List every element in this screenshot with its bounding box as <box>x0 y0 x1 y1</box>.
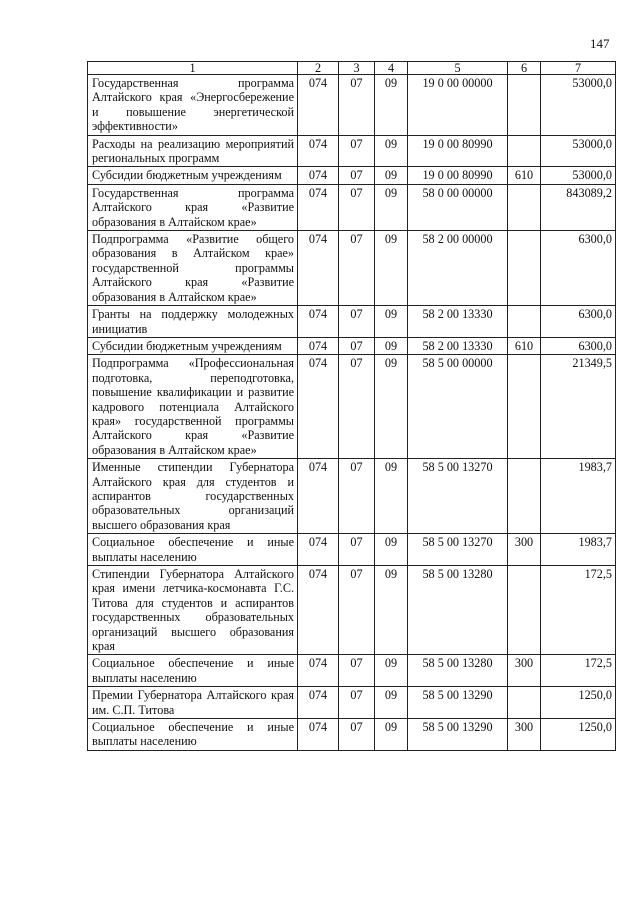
cell-target-article: 58 5 00 13280 <box>408 655 508 687</box>
cell-subsection-code: 09 <box>375 167 408 184</box>
cell-subsection-code: 09 <box>375 566 408 655</box>
table-row <box>88 167 616 184</box>
table-body <box>88 75 616 751</box>
table-row <box>88 719 616 751</box>
header-col-4: 4 <box>375 62 408 75</box>
cell-target-article: 58 5 00 13270 <box>408 459 508 534</box>
cell-ministry-code: 074 <box>298 75 339 136</box>
cell-expense-type: 300 <box>508 719 541 751</box>
header-col-1: 1 <box>88 62 298 75</box>
cell-expense-type: 300 <box>508 534 541 566</box>
table-header-row <box>88 62 616 75</box>
cell-amount: 172,5 <box>541 566 616 655</box>
cell-subsection-code: 09 <box>375 534 408 566</box>
cell-subsection-code: 09 <box>375 687 408 719</box>
cell-ministry-code: 074 <box>298 566 339 655</box>
cell-section-code: 07 <box>339 231 375 306</box>
table-row <box>88 337 616 354</box>
cell-ministry-code: 074 <box>298 687 339 719</box>
cell-expense-type <box>508 231 541 306</box>
cell-expense-type <box>508 135 541 167</box>
cell-target-article: 58 5 00 13290 <box>408 687 508 719</box>
cell-target-article: 58 5 00 00000 <box>408 355 508 459</box>
cell-subsection-code: 09 <box>375 306 408 338</box>
header-col-6: 6 <box>508 62 541 75</box>
cell-expense-type <box>508 184 541 230</box>
cell-expense-type: 610 <box>508 167 541 184</box>
cell-name: Подпрограмма «Развитие общего образования в Алтайском крае» государственной программы Алтайского края «Развитие образования в Алтайском крае» <box>88 231 298 306</box>
cell-ministry-code: 074 <box>298 337 339 354</box>
table-row <box>88 231 616 306</box>
cell-target-article: 58 5 00 13270 <box>408 534 508 566</box>
cell-section-code: 07 <box>339 184 375 230</box>
table-row <box>88 306 616 338</box>
table-row <box>88 355 616 459</box>
cell-name: Стипендии Губернатора Алтайского края имени летчика-космонавта Г.С. Титова для студентов и аспирантов государственных образовательных организаций высшего образования края <box>88 566 298 655</box>
cell-section-code: 07 <box>339 306 375 338</box>
cell-amount: 1983,7 <box>541 534 616 566</box>
cell-ministry-code: 074 <box>298 135 339 167</box>
cell-target-article: 58 2 00 13330 <box>408 337 508 354</box>
cell-amount: 1250,0 <box>541 719 616 751</box>
cell-target-article: 58 5 00 13280 <box>408 566 508 655</box>
cell-section-code: 07 <box>339 135 375 167</box>
cell-amount: 53000,0 <box>541 167 616 184</box>
table-row <box>88 459 616 534</box>
cell-name: Социальное обеспечение и иные выплаты населению <box>88 655 298 687</box>
table-row <box>88 75 616 136</box>
cell-target-article: 58 2 00 00000 <box>408 231 508 306</box>
cell-subsection-code: 09 <box>375 184 408 230</box>
cell-expense-type: 300 <box>508 655 541 687</box>
cell-expense-type: 610 <box>508 337 541 354</box>
cell-ministry-code: 074 <box>298 184 339 230</box>
cell-amount: 6300,0 <box>541 231 616 306</box>
cell-name: Социальное обеспечение и иные выплаты населению <box>88 534 298 566</box>
cell-name: Государственная программа Алтайского края «Развитие образования в Алтайском крае» <box>88 184 298 230</box>
cell-amount: 1250,0 <box>541 687 616 719</box>
table-row <box>88 135 616 167</box>
cell-target-article: 19 0 00 80990 <box>408 167 508 184</box>
cell-name: Расходы на реализацию мероприятий региональных программ <box>88 135 298 167</box>
cell-amount: 6300,0 <box>541 306 616 338</box>
table-row <box>88 687 616 719</box>
header-col-5: 5 <box>408 62 508 75</box>
cell-target-article: 58 5 00 13290 <box>408 719 508 751</box>
cell-amount: 6300,0 <box>541 337 616 354</box>
cell-subsection-code: 09 <box>375 135 408 167</box>
cell-section-code: 07 <box>339 337 375 354</box>
cell-subsection-code: 09 <box>375 355 408 459</box>
cell-amount: 21349,5 <box>541 355 616 459</box>
cell-amount: 172,5 <box>541 655 616 687</box>
cell-name: Гранты на поддержку молодежных инициатив <box>88 306 298 338</box>
cell-amount: 1983,7 <box>541 459 616 534</box>
cell-expense-type <box>508 75 541 136</box>
cell-name: Подпрограмма «Профессиональная подготовка, переподготовка, повышение квалификации и развитие кадрового потенциала Алтайского края» государственной программы Алтайского края «Развитие образования в Алтайском крае» <box>88 355 298 459</box>
cell-expense-type <box>508 687 541 719</box>
cell-subsection-code: 09 <box>375 459 408 534</box>
cell-target-article: 58 2 00 13330 <box>408 306 508 338</box>
cell-section-code: 07 <box>339 687 375 719</box>
cell-ministry-code: 074 <box>298 231 339 306</box>
cell-name: Именные стипендии Губернатора Алтайского края для студентов и аспирантов государственных образовательных организаций высшего образования края <box>88 459 298 534</box>
header-col-3: 3 <box>339 62 375 75</box>
cell-ministry-code: 074 <box>298 534 339 566</box>
cell-name: Премии Губернатора Алтайского края им. С.П. Титова <box>88 687 298 719</box>
cell-ministry-code: 074 <box>298 167 339 184</box>
cell-subsection-code: 09 <box>375 719 408 751</box>
cell-expense-type <box>508 355 541 459</box>
table-row <box>88 534 616 566</box>
cell-subsection-code: 09 <box>375 75 408 136</box>
page-number: 147 <box>590 36 610 51</box>
cell-ministry-code: 074 <box>298 306 339 338</box>
cell-expense-type <box>508 566 541 655</box>
cell-section-code: 07 <box>339 534 375 566</box>
cell-target-article: 19 0 00 80990 <box>408 135 508 167</box>
cell-subsection-code: 09 <box>375 655 408 687</box>
cell-expense-type <box>508 459 541 534</box>
cell-ministry-code: 074 <box>298 459 339 534</box>
cell-expense-type <box>508 306 541 338</box>
cell-amount: 843089,2 <box>541 184 616 230</box>
cell-section-code: 07 <box>339 75 375 136</box>
cell-subsection-code: 09 <box>375 337 408 354</box>
cell-ministry-code: 074 <box>298 719 339 751</box>
cell-subsection-code: 09 <box>375 231 408 306</box>
table-row <box>88 184 616 230</box>
cell-section-code: 07 <box>339 719 375 751</box>
cell-ministry-code: 074 <box>298 355 339 459</box>
cell-section-code: 07 <box>339 167 375 184</box>
cell-name: Социальное обеспечение и иные выплаты населению <box>88 719 298 751</box>
header-col-7: 7 <box>541 62 616 75</box>
table-row <box>88 566 616 655</box>
header-col-2: 2 <box>298 62 339 75</box>
cell-amount: 53000,0 <box>541 75 616 136</box>
cell-name: Государственная программа Алтайского края «Энергосбережение и повышение энергетической эффективности» <box>88 75 298 136</box>
cell-ministry-code: 074 <box>298 655 339 687</box>
cell-section-code: 07 <box>339 459 375 534</box>
cell-section-code: 07 <box>339 355 375 459</box>
cell-target-article: 58 0 00 00000 <box>408 184 508 230</box>
cell-section-code: 07 <box>339 566 375 655</box>
cell-name: Субсидии бюджетным учреждениям <box>88 337 298 354</box>
cell-target-article: 19 0 00 00000 <box>408 75 508 136</box>
cell-section-code: 07 <box>339 655 375 687</box>
budget-table <box>87 61 616 751</box>
table-row <box>88 655 616 687</box>
cell-amount: 53000,0 <box>541 135 616 167</box>
cell-name: Субсидии бюджетным учреждениям <box>88 167 298 184</box>
